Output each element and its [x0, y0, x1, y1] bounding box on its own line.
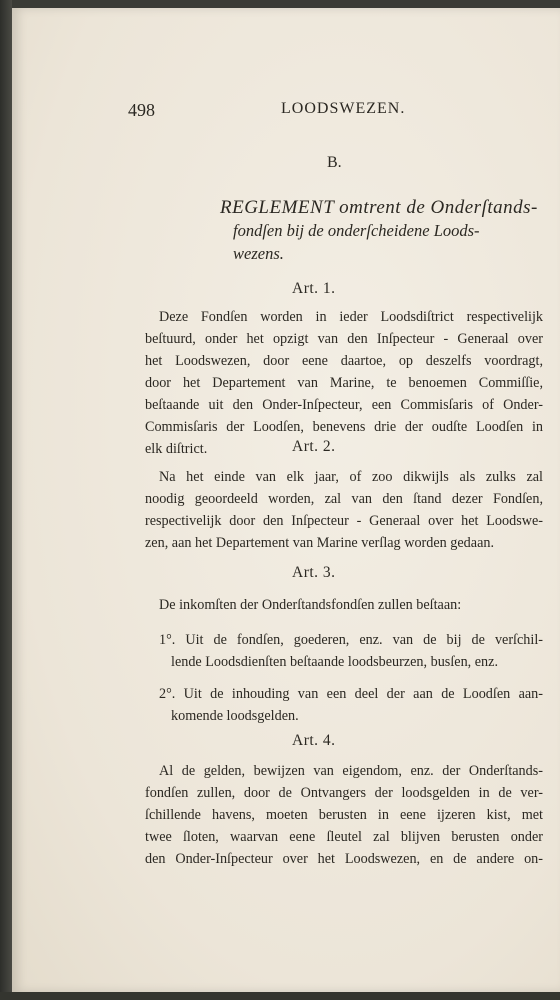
book-gutter: [0, 0, 12, 1000]
page-bottom-edge: [0, 992, 560, 1000]
article-1-line: elk diſtrict.: [145, 441, 208, 457]
article-4-line: fondſen zullen, door de Ontvangers der loodsgelden in de ver-: [145, 785, 543, 801]
article-3-item-2-line: komende loodsgelden.: [171, 708, 299, 724]
article-4-line: ſchillende havens, moeten berusten in eene ijzeren kist, met: [145, 807, 543, 823]
article-3-item-2-line: 2°. Uit de inhouding van een deel der aan de Loodſen aan-: [159, 686, 543, 702]
article-3-text: [145, 594, 543, 616]
article-4-line: den Onder-Inſpecteur over het Loodswezen, en de andere on-: [145, 851, 543, 867]
article-2-line: respectivelijk door den Inſpecteur - Generaal over het Loodswe-: [145, 513, 543, 529]
book-page: [12, 8, 560, 992]
article-2-line: Na het einde van elk jaar, of zoo dikwijls als zulks zal: [159, 469, 543, 485]
article-3-item-1: [145, 629, 543, 673]
article-4-text: [145, 760, 543, 870]
title-line-3: wezens.: [233, 244, 284, 263]
article-3-item-1-line: lende Loodsdienſten beſtaande loodsbeurzen, busſen, enz.: [171, 654, 498, 670]
article-4-line: twee ſloten, waarvan eene ſleutel zal blijven berusten onder: [145, 829, 543, 845]
article-1-line: het Loodswezen, door eene daartoe, op deszelfs voordragt,: [145, 353, 543, 369]
page-header: [128, 100, 408, 124]
article-3-heading: Art. 3.: [292, 564, 336, 581]
article-2-line: zen, aan het Departement van Marine verſlag worden gedaan.: [145, 535, 495, 551]
title-line-1-text: REGLEMENT omtrent de Onderſtands-: [220, 197, 538, 218]
article-1-text: [145, 306, 543, 460]
article-3-item-2: [145, 683, 543, 727]
article-2-line: noodig geoordeeld worden, zal van den ſtand dezer Fondſen,: [145, 491, 543, 507]
title-line-2: fondſen bij de onderſcheidene Loods-: [233, 221, 480, 240]
article-2-text: [145, 466, 543, 554]
running-title: LOODSWEZEN.: [281, 100, 406, 117]
title-line-1: [220, 196, 542, 219]
article-1-line: beſtaande uit den Onder-Inſpecteur, een Commisſaris of Onder-: [145, 397, 543, 413]
regulation-title: [220, 196, 542, 265]
article-4-line: Al de gelden, bewijzen van eigendom, enz. der Onderſtands-: [159, 763, 543, 779]
article-1-heading: Art. 1.: [292, 280, 336, 297]
article-3-intro: De inkomſten der Onderſtandsfondſen zullen beſtaan:: [159, 597, 462, 613]
article-1-line: beſtuurd, onder het opzigt van den Inſpecteur - Generaal over: [145, 331, 543, 347]
page-number: 498: [128, 100, 155, 120]
article-3-item-1-line: 1°. Uit de fondſen, goederen, enz. van de bij de verſchil-: [159, 632, 543, 648]
article-1-line: Commisſaris der Loodſen, benevens drie der oudſte Loodſen in: [145, 419, 543, 435]
article-4-heading: Art. 4.: [292, 732, 336, 749]
article-2-heading: Art. 2.: [292, 438, 336, 455]
article-1-line: Deze Fondſen worden in ieder Loodsdiſtrict respectivelijk: [159, 309, 543, 325]
appendix-letter: B.: [327, 154, 342, 171]
article-1-line: door het Departement van Marine, te benoemen Commiſſie,: [145, 375, 543, 391]
